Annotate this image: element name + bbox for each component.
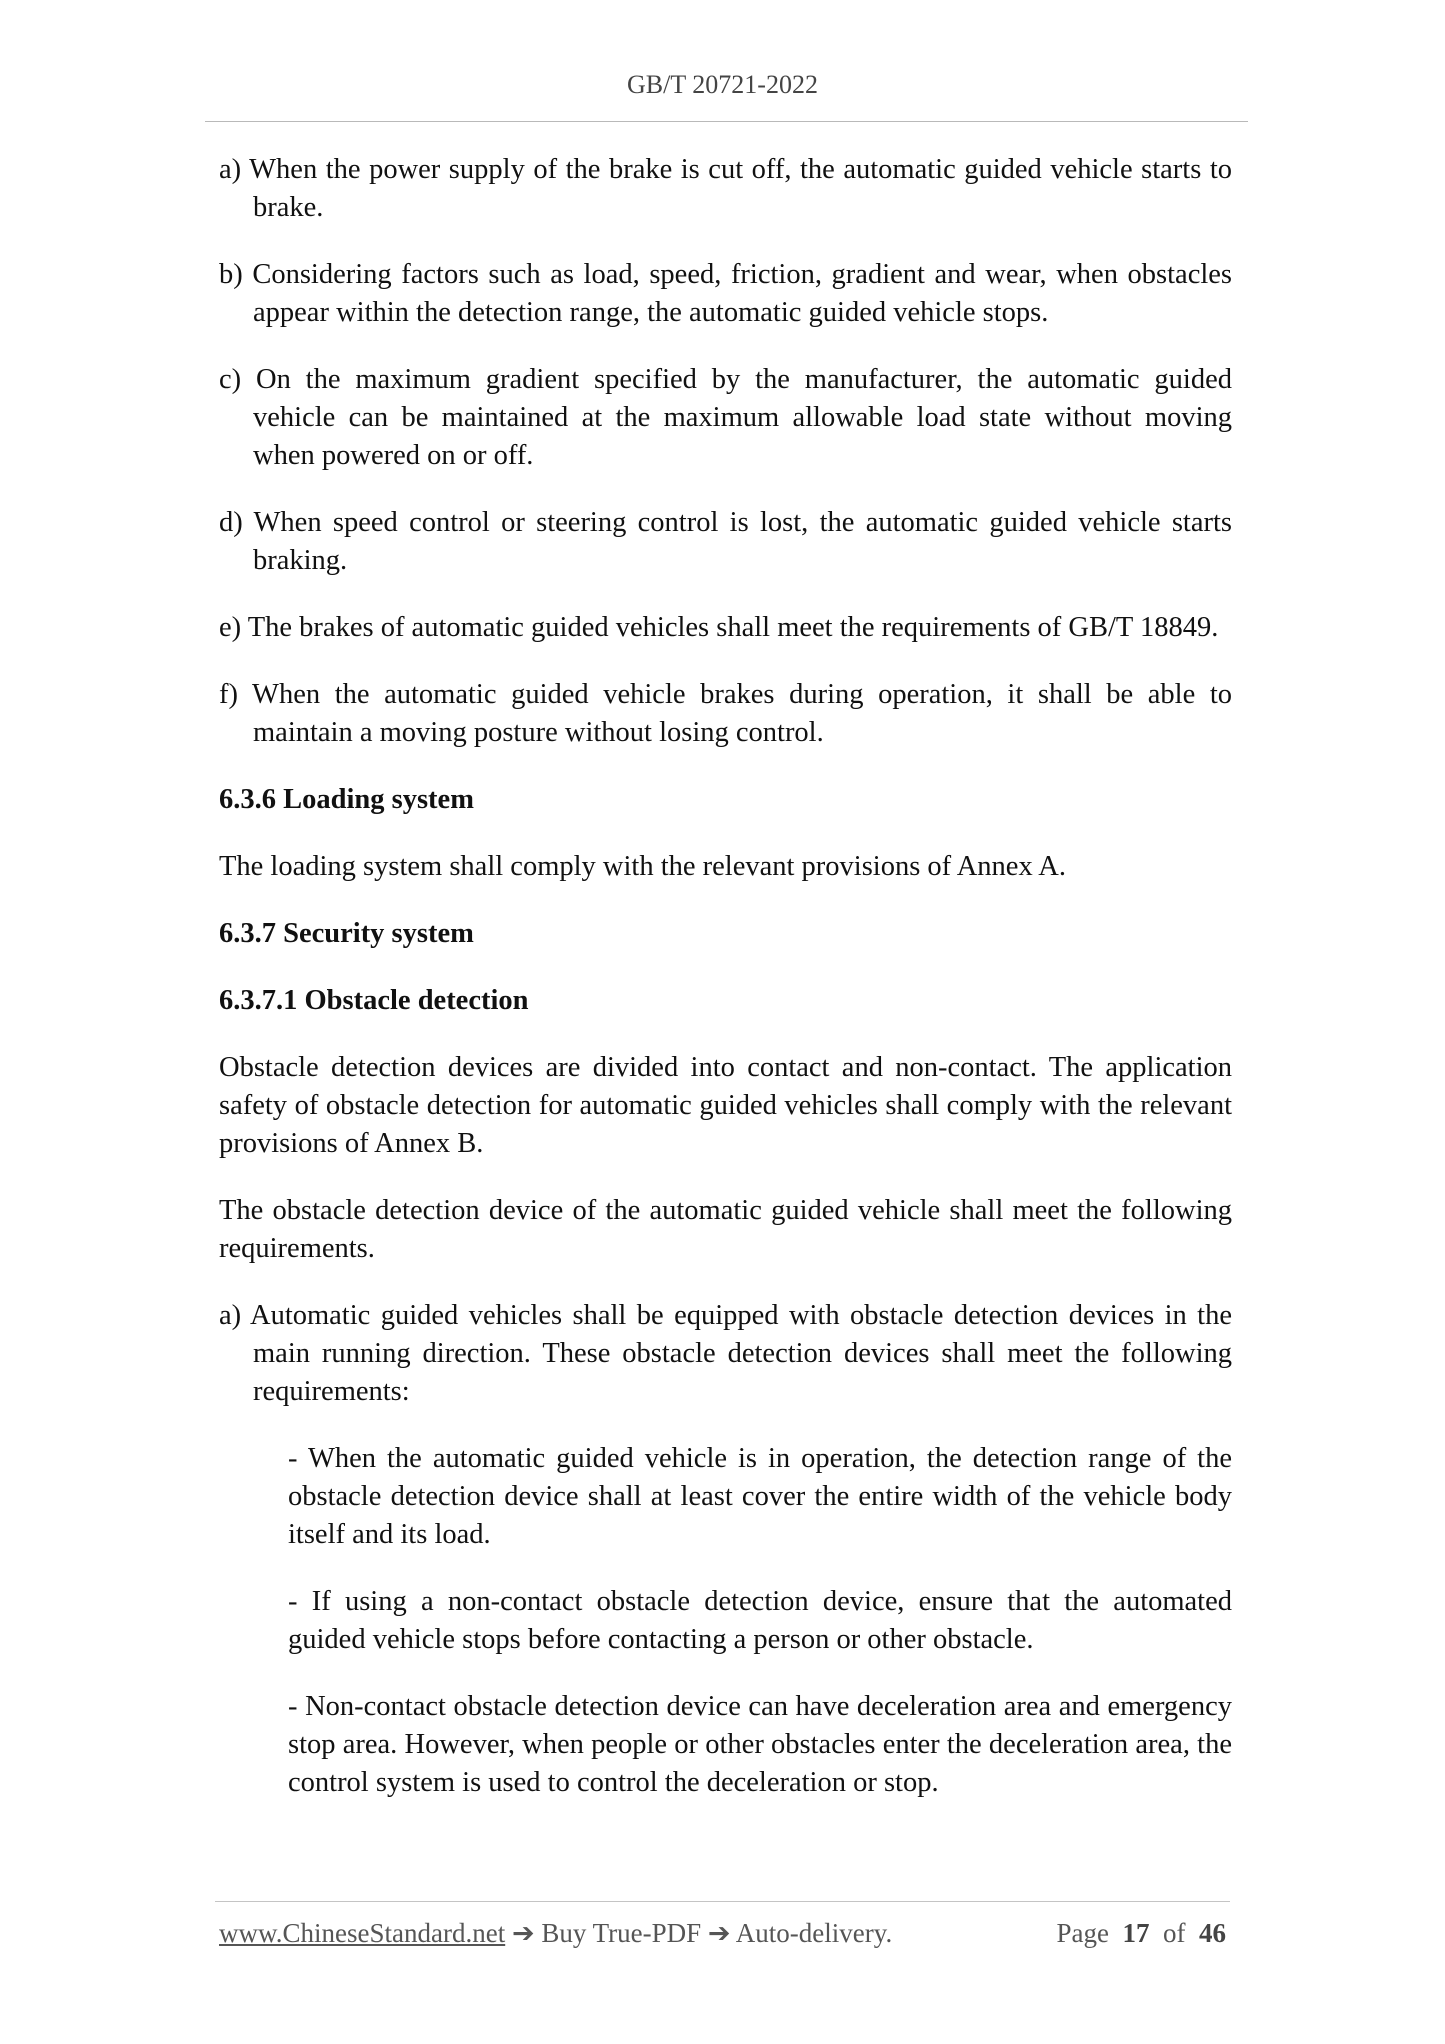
buy-true-pdf-text: Buy True-PDF (541, 1918, 702, 1948)
list-item-f: f) When the automatic guided vehicle brakes during operation, it shall be able to maintain a moving posture without losing control. (219, 679, 1232, 748)
obstacle-sub-item-1: - When the automatic guided vehicle is in operation, the detection range of the obstacle detection device shall at least cover the entire width of the vehicle body itself and its load. (288, 1443, 1232, 1550)
obstacle-detection-paragraph-2: The obstacle detection device of the automatic guided vehicle shall meet the following requirements. (219, 1195, 1232, 1264)
obstacle-list-item-a: a) Automatic guided vehicles shall be equipped with obstacle detection devices in the main running direction. These obstacle detection devices shall meet the following requirements: (219, 1300, 1232, 1407)
section-heading-loading-system: 6.3.6 Loading system (219, 784, 474, 815)
obstacle-detection-paragraph-1: Obstacle detection devices are divided into contact and non-contact. The application safety of obstacle detection for automatic guided vehicles shall comply with the relevant provisions of Annex B. (219, 1052, 1232, 1159)
loading-system-paragraph: The loading system shall comply with the relevant provisions of Annex A. (219, 851, 1066, 882)
document-header (0, 70, 1445, 100)
obstacle-sub-item-2: - If using a non-contact obstacle detection device, ensure that the automated guided vehicle stops before contacting a person or other obstacle. (288, 1586, 1232, 1655)
page-label: Page (1056, 1918, 1109, 1948)
list-item-e: e) The brakes of automatic guided vehicles shall meet the requirements of GB/T 18849. (219, 612, 1219, 643)
footer-divider (215, 1901, 1230, 1902)
page-footer (219, 1918, 1226, 1949)
of-label: of (1163, 1918, 1186, 1948)
section-heading-obstacle-detection: 6.3.7.1 Obstacle detection (219, 985, 529, 1016)
arrow-right-icon: ➔ (511, 1918, 535, 1948)
auto-delivery-text: Auto-delivery. (735, 1918, 893, 1948)
footer-promo (219, 1918, 892, 1949)
list-item-a: a) When the power supply of the brake is cut off, the automatic guided vehicle starts to brake. (219, 154, 1232, 223)
website-link[interactable]: www.ChineseStandard.net (219, 1918, 506, 1948)
total-pages-number: 46 (1199, 1918, 1226, 1948)
section-heading-security-system: 6.3.7 Security system (219, 918, 474, 949)
list-item-b: b) Considering factors such as load, speed, friction, gradient and wear, when obstacles appear within the detection range, the automatic guided vehicle stops. (219, 259, 1232, 328)
header-divider (205, 121, 1248, 122)
obstacle-sub-item-3: - Non-contact obstacle detection device can have deceleration area and emergency stop area. However, when people or other obstacles enter the deceleration area, the control system is used to control the deceleration or stop. (288, 1691, 1232, 1798)
page-content (219, 151, 1232, 1831)
list-item-c: c) On the maximum gradient specified by the manufacturer, the automatic guided vehicle can be maintained at the maximum allowable load state without moving when powered on or off. (219, 364, 1232, 471)
document-code: GB/T 20721-2022 (627, 70, 818, 99)
list-item-d: d) When speed control or steering control is lost, the automatic guided vehicle starts braking. (219, 507, 1232, 576)
arrow-right-icon: ➔ (707, 1918, 731, 1948)
page-indicator (1057, 1918, 1226, 1949)
current-page-number: 17 (1122, 1918, 1150, 1948)
